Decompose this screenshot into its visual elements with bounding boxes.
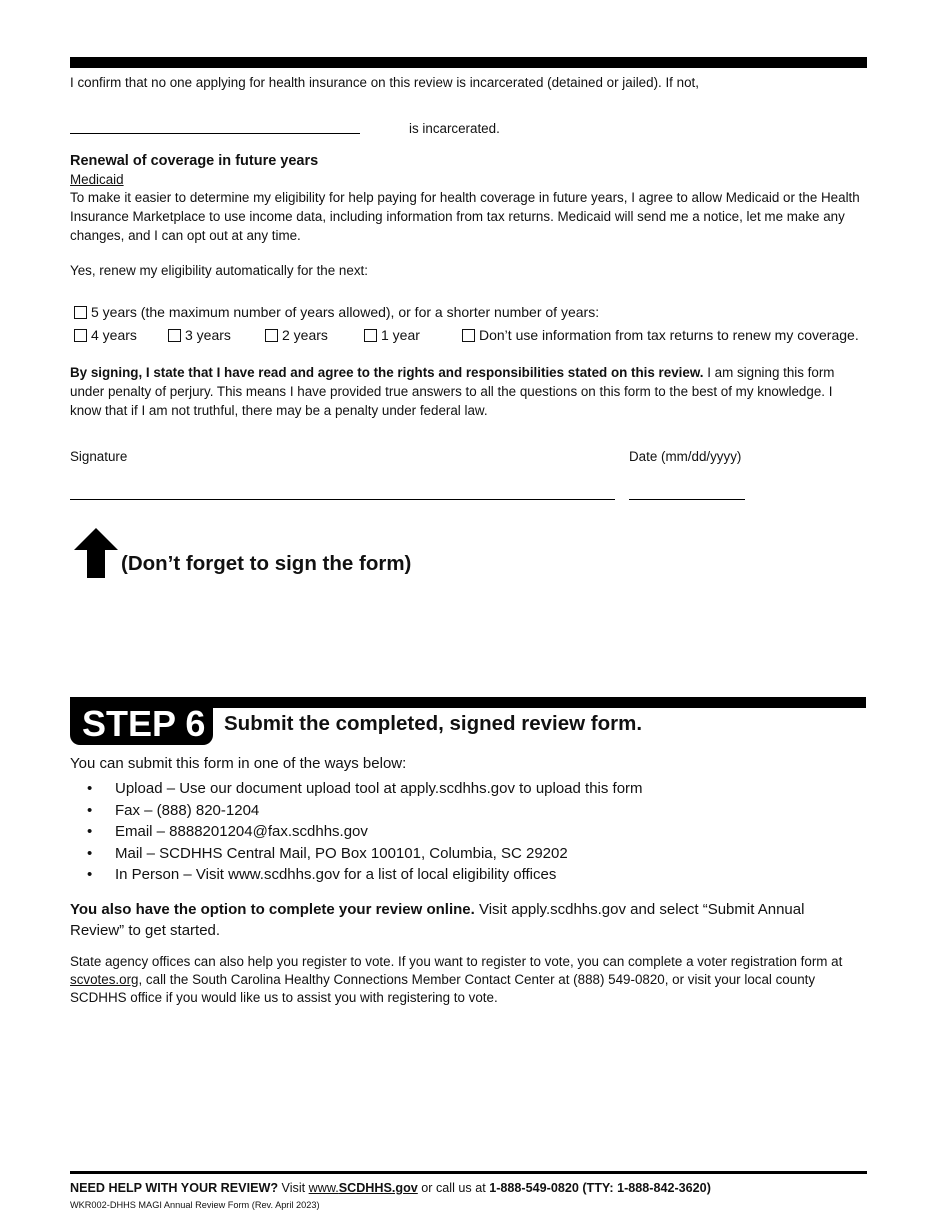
incarceration-confirm-text: I confirm that no one applying for health insurance on this review is incarcerated (detained or jailed). If not, <box>70 75 699 90</box>
footer-phone: 1-888-549-0820 (TTY: 1-888-842-3620) <box>489 1181 711 1195</box>
vote-pre: State agency offices can also help you register to vote. If you want to register to vote, you can complete a voter registration form at <box>70 954 843 969</box>
submission-methods-list <box>70 778 870 886</box>
signature-label: Signature <box>70 449 128 464</box>
footer-help <box>70 1180 711 1196</box>
footer-visit: Visit <box>278 1181 309 1195</box>
online-option <box>70 899 860 941</box>
checkbox-4-years[interactable] <box>74 329 87 342</box>
option-2-years[interactable] <box>265 327 328 343</box>
date-label: Date (mm/dd/yyyy) <box>629 449 742 464</box>
scdhhs-link[interactable] <box>309 1181 418 1195</box>
checkbox-2-years[interactable] <box>265 329 278 342</box>
checkbox-1-year[interactable] <box>364 329 377 342</box>
online-option-rest: Visit apply.scdhhs.gov and select “Submit Annual Review” to get started. <box>70 901 805 939</box>
method-fax: • Fax – (888) 820-1204 <box>70 800 870 822</box>
sign-reminder: (Don’t forget to sign the form) <box>121 552 412 575</box>
option-5-years[interactable] <box>74 304 599 320</box>
method-email: • Email – 8888201204@fax.scdhhs.gov <box>70 821 870 843</box>
option-no-tax-info[interactable] <box>462 327 859 343</box>
option-1-year[interactable] <box>364 327 420 343</box>
online-option-bold: You also have the option to complete your review online. <box>70 901 475 918</box>
top-rule <box>70 57 867 68</box>
scdhhs-link-domain: SCDHHS.gov <box>338 1181 418 1195</box>
step6-badge: STEP 6 <box>70 697 213 745</box>
option-2-years-label: 2 years <box>282 327 328 343</box>
checkbox-5-years[interactable] <box>74 306 87 319</box>
date-field[interactable] <box>629 499 745 500</box>
checkbox-no-tax-info[interactable] <box>462 329 475 342</box>
renewal-heading: Renewal of coverage in future years <box>70 153 319 169</box>
vote-post: , call the South Carolina Healthy Connections Member Contact Center at (888) 549-0820, or visit your local county SCDHHS office if you would like us to assist you with registering to vote. <box>70 972 816 1005</box>
step6-intro: You can submit this form in one of the ways below: <box>70 755 407 772</box>
step6-title: Submit the completed, signed review form. <box>224 712 643 735</box>
form-id: WKR002-DHHS MAGI Annual Review Form (Rev. April 2023) <box>70 1200 320 1210</box>
footer-rule <box>70 1171 867 1174</box>
option-4-years-label: 4 years <box>91 327 137 343</box>
incarcerated-name-field[interactable] <box>70 133 360 134</box>
up-arrow-icon <box>74 528 118 579</box>
method-in-person: • In Person – Visit www.scdhhs.gov for a list of local eligibility offices <box>70 864 870 886</box>
incarcerated-suffix: is incarcerated. <box>409 121 500 136</box>
renewal-body: To make it easier to determine my eligibility for help paying for health coverage in future years, I agree to allow Medicaid or the Health Insurance Marketplace to use income data, including information from tax returns. Medicaid will send me a notice, let me make any changes, and I can opt out at any time. <box>70 190 860 243</box>
option-no-tax-info-label: Don’t use information from tax returns to renew my coverage. <box>479 327 859 343</box>
scvotes-link[interactable]: scvotes.org <box>70 972 139 987</box>
signature-field[interactable] <box>70 499 615 500</box>
method-upload: • Upload – Use our document upload tool at apply.scdhhs.gov to upload this form <box>70 778 870 800</box>
option-4-years[interactable] <box>74 327 137 343</box>
option-3-years-label: 3 years <box>185 327 231 343</box>
footer-call: or call us at <box>417 1181 490 1195</box>
option-1-year-label: 1 year <box>381 327 420 343</box>
renewal-subheading: Medicaid <box>70 172 124 187</box>
checkbox-3-years[interactable] <box>168 329 181 342</box>
option-5-years-label: 5 years (the maximum number of years allowed), or for a shorter number of years: <box>91 304 600 320</box>
option-3-years[interactable] <box>168 327 231 343</box>
scdhhs-link-prefix: www. <box>308 1181 339 1195</box>
footer-help-bold: NEED HELP WITH YOUR REVIEW? <box>70 1181 279 1195</box>
voter-registration-text <box>70 953 865 1007</box>
renewal-prompt: Yes, renew my eligibility automatically for the next: <box>70 263 368 278</box>
signing-statement-rest: I am signing this form under penalty of perjury. This means I have provided true answers to all the questions on this form to the best of my knowledge. I know that if I am not truthful, there may be a penalty under federal law. <box>70 365 835 418</box>
method-mail: • Mail – SCDHHS Central Mail, PO Box 100101, Columbia, SC 29202 <box>70 843 870 865</box>
signing-statement <box>70 363 860 420</box>
signing-statement-bold: By signing, I state that I have read and agree to the rights and responsibilities stated on this review. <box>70 365 704 380</box>
